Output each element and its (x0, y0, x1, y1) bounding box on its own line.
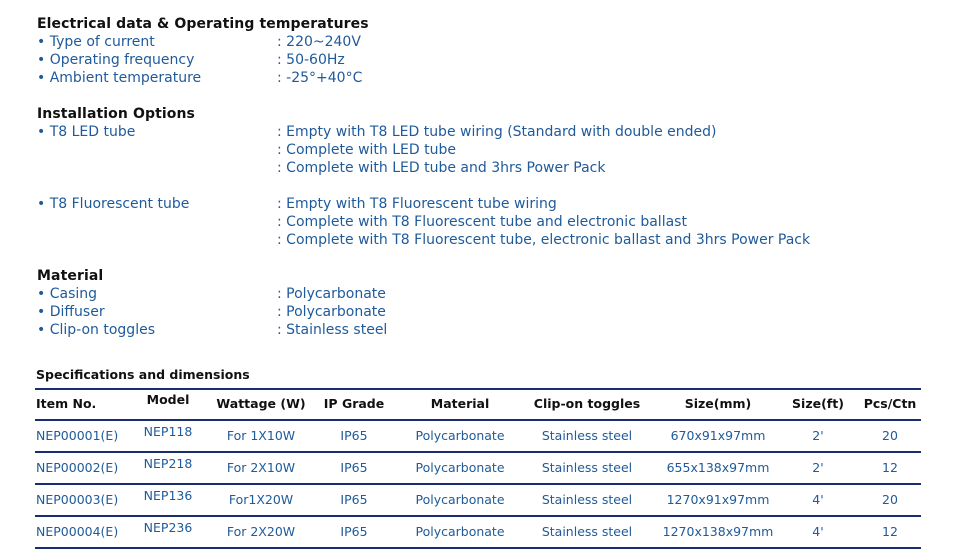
table-rule (35, 515, 921, 517)
cell-model: NEP136 (143, 488, 193, 503)
installation-heading: Installation Options (37, 106, 195, 122)
spec-label: • T8 LED tube (37, 124, 136, 140)
header-material: Material (430, 396, 490, 411)
cell-model: NEP118 (143, 424, 193, 439)
electrical-heading: Electrical data & Operating temperatures (37, 16, 369, 32)
cell-size-mm: 670x91x97mm (670, 428, 766, 443)
t8-fluorescent-tube-label: T8 Fluorescent tube (49, 196, 190, 212)
cell-pcs-ctn: 12 (882, 524, 898, 539)
header-ip-grade: IP Grade (323, 396, 385, 411)
install-option: : Complete with LED tube (277, 142, 456, 158)
spec-label: • Operating frequency (37, 52, 195, 68)
table-rule (35, 388, 921, 390)
install-option: : Complete with LED tube and 3hrs Power Pack (277, 160, 606, 176)
cell-size-mm: 1270x91x97mm (666, 492, 770, 507)
spec-label: • Type of current (37, 34, 155, 50)
cell-size-ft: 4' (812, 492, 824, 507)
spec-label: • Clip-on toggles (37, 322, 155, 338)
diffuser-value: : Polycarbonate (277, 304, 386, 320)
cell-material: Polycarbonate (415, 524, 505, 539)
header-size-mm: Size(mm) (684, 396, 752, 411)
cell-wattage: For1X20W (228, 492, 294, 507)
cell-size-ft: 2' (812, 460, 824, 475)
cell-material: Polycarbonate (415, 460, 505, 475)
table-rule (35, 451, 921, 453)
table-rule (35, 419, 921, 421)
cell-ip-grade: IP65 (340, 428, 368, 443)
ambient-temperature-label: Ambient temperature (49, 70, 202, 86)
cell-item-no: NEP00004(E) (36, 524, 119, 539)
cell-material: Polycarbonate (415, 428, 505, 443)
cell-ip-grade: IP65 (340, 492, 368, 507)
type-of-current-value: : 220~240V (277, 34, 361, 50)
header-pcs-ctn: Pcs/Ctn (863, 396, 917, 411)
header-clip-on-toggles: Clip-on toggles (533, 396, 641, 411)
cell-wattage: For 2X10W (226, 460, 296, 475)
header-wattage: Wattage (W) (216, 396, 306, 411)
clip-on-toggles-value: : Stainless steel (277, 322, 388, 338)
cell-pcs-ctn: 20 (882, 428, 898, 443)
casing-label: Casing (49, 286, 98, 302)
install-option: : Empty with T8 Fluorescent tube wiring (277, 196, 557, 212)
spec-label: • Diffuser (37, 304, 105, 320)
header-size-ft: Size(ft) (792, 396, 844, 411)
cell-pcs-ctn: 12 (882, 460, 898, 475)
cell-clip-on-toggles: Stainless steel (541, 492, 633, 507)
cell-ip-grade: IP65 (340, 460, 368, 475)
clip-on-toggles-label: Clip-on toggles (49, 322, 155, 338)
cell-clip-on-toggles: Stainless steel (541, 460, 633, 475)
cell-size-ft: 4' (812, 524, 824, 539)
cell-pcs-ctn: 20 (882, 492, 898, 507)
cell-clip-on-toggles: Stainless steel (541, 524, 633, 539)
type-of-current-label: Type of current (49, 34, 155, 50)
material-heading: Material (37, 268, 104, 284)
header-item-no: Item No. (36, 396, 97, 411)
table-rule (35, 483, 921, 485)
t8-led-tube-label: T8 LED tube (49, 124, 136, 140)
diffuser-label: Diffuser (49, 304, 105, 320)
spec-label: • Ambient temperature (37, 70, 202, 86)
cell-clip-on-toggles: Stainless steel (541, 428, 633, 443)
specs-heading: Specifications and dimensions (36, 367, 250, 382)
cell-material: Polycarbonate (415, 492, 505, 507)
cell-item-no: NEP00003(E) (36, 492, 119, 507)
cell-size-mm: 1270x138x97mm (662, 524, 774, 539)
cell-item-no: NEP00002(E) (36, 460, 119, 475)
install-option: : Complete with T8 Fluorescent tube, electronic ballast and 3hrs Power Pack (277, 232, 811, 248)
spec-label: • T8 Fluorescent tube (37, 196, 190, 212)
cell-model: NEP236 (143, 520, 193, 535)
cell-wattage: For 1X10W (226, 428, 296, 443)
spec-label: • Casing (37, 286, 98, 302)
cell-size-mm: 655x138x97mm (666, 460, 770, 475)
table-rule (35, 547, 921, 549)
casing-value: : Polycarbonate (277, 286, 386, 302)
operating-frequency-label: Operating frequency (49, 52, 195, 68)
install-option: : Empty with T8 LED tube wiring (Standard with double ended) (277, 124, 717, 140)
cell-ip-grade: IP65 (340, 524, 368, 539)
cell-wattage: For 2X20W (226, 524, 296, 539)
cell-size-ft: 2' (812, 428, 824, 443)
operating-frequency-value: : 50-60Hz (277, 52, 345, 68)
header-model: Model (146, 392, 190, 407)
install-option: : Complete with T8 Fluorescent tube and electronic ballast (277, 214, 687, 230)
ambient-temperature-value: : -25°+40°C (277, 70, 363, 86)
cell-item-no: NEP00001(E) (36, 428, 119, 443)
cell-model: NEP218 (143, 456, 193, 471)
